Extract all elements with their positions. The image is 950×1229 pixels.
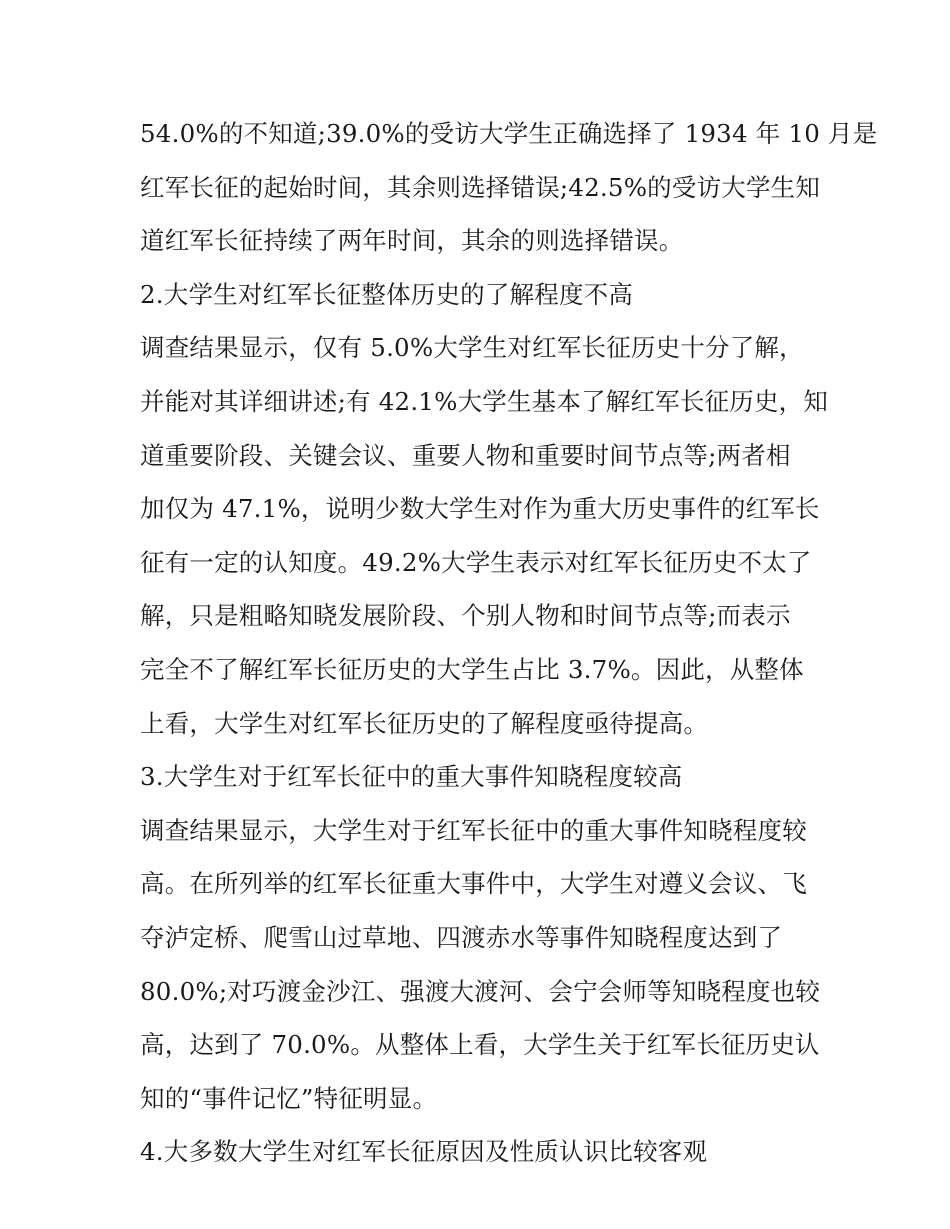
- paragraph-line: 道红军长征持续了两年时间，其余的则选择错误。: [140, 226, 684, 256]
- section-heading: 4.大多数大学生对红军长征原因及性质认识比较客观: [140, 1137, 708, 1167]
- paragraph-line: 解，只是粗略知晓发展阶段、个别人物和时间节点等;而表示: [140, 601, 791, 631]
- paragraph-line: 高。在所列举的红军长征重大事件中，大学生对遵义会议、飞: [140, 869, 807, 899]
- document-body: [140, 107, 878, 1179]
- paragraph-line: 调查结果显示，仅有 5.0%大学生对红军长征历史十分了解，: [140, 333, 804, 363]
- paragraph-line: 调查结果显示，大学生对于红军长征中的重大事件知晓程度较: [140, 815, 807, 845]
- paragraph-line: 红军长征的起始时间，其余则选择错误;42.5%的受访大学生知: [140, 172, 821, 202]
- section-heading: 3.大学生对于红军长征中的重大事件知晓程度较高: [140, 762, 683, 792]
- paragraph-line: 并能对其详细讲述;有 42.1%大学生基本了解红军长征历史，知: [140, 386, 829, 416]
- section-heading: 2.大学生对红军长征整体历史的了解程度不高: [140, 279, 634, 309]
- paragraph-line: 夺泸定桥、爬雪山过草地、四渡赤水等事件知晓程度达到了: [140, 922, 783, 952]
- paragraph-line: 54.0%的不知道;39.0%的受访大学生正确选择了 1934 年 10 月是: [140, 119, 878, 148]
- paragraph-line: 道重要阶段、关键会议、重要人物和重要时间节点等;两者相: [140, 440, 791, 470]
- paragraph-line: 完全不了解红军长征历史的大学生占比 3.7%。因此，从整体: [140, 654, 804, 684]
- paragraph-line: 加仅为 47.1%，说明少数大学生对作为重大历史事件的红军长: [140, 494, 820, 524]
- paragraph-line: 征有一定的认知度。49.2%大学生表示对红军长征历史不太了: [140, 547, 812, 577]
- paragraph-line: 高，达到了 70.0%。从整体上看，大学生关于红军长征历史认: [140, 1030, 820, 1060]
- paragraph-line: 上看，大学生对红军长征历史的了解程度亟待提高。: [140, 708, 709, 738]
- paragraph-line: 知的“事件记忆”特征明显。: [140, 1083, 438, 1113]
- paragraph-line: 80.0%;对巧渡金沙江、强渡大渡河、会宁会师等知晓程度也较: [140, 976, 821, 1006]
